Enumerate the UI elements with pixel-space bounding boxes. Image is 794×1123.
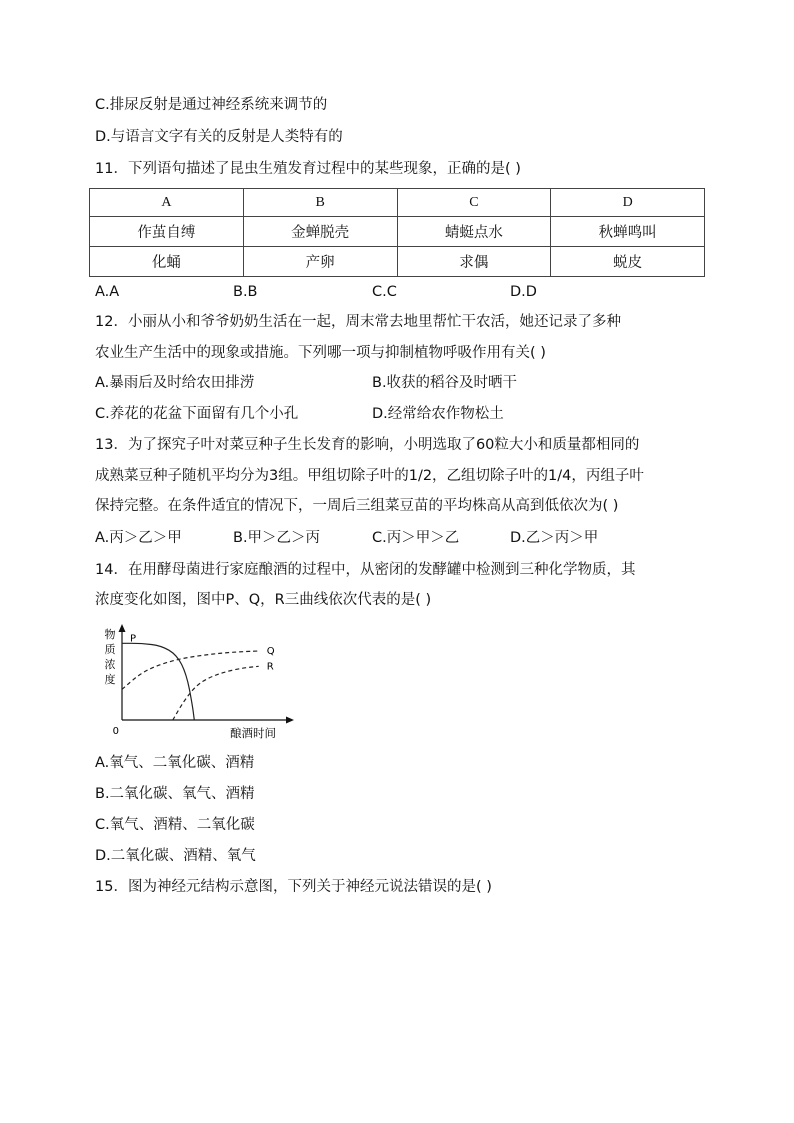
- chart-xlabel: 酿酒时间: [230, 726, 276, 740]
- q11-option-a: A.A: [95, 284, 120, 300]
- concentration-chart: [98, 622, 298, 742]
- table-cell: 金蝉脱壳: [243, 217, 397, 247]
- table-cell: 化蛹: [90, 247, 244, 277]
- table-cell: 蜻蜓点水: [397, 217, 551, 247]
- series-label-q: Q: [266, 646, 275, 657]
- option-c-prev: C.排尿反射是通过神经系统来调节的: [95, 97, 328, 113]
- question-11: 11．下列语句描述了昆虫生殖发育过程中的某些现象，正确的是( ): [95, 161, 521, 177]
- table-cell: 作茧自缚: [90, 217, 244, 247]
- question-13-line1: 13．为了探究子叶对菜豆种子生长发育的影响，小明选取了60粒大小和质量都相同的: [95, 437, 640, 453]
- table-cell: 产卵: [243, 247, 397, 277]
- series-label-r: R: [266, 661, 274, 673]
- series-line-p: [122, 643, 194, 720]
- table-header: D: [551, 189, 705, 217]
- q11-option-b: B.B: [233, 284, 258, 300]
- question-15: 15．图为神经元结构示意图，下列关于神经元说法错误的是( ): [95, 879, 492, 895]
- table-cell: 求偶: [397, 247, 551, 277]
- series-label-p: P: [130, 633, 137, 645]
- q12-option-a: A.暴雨后及时给农田排涝: [95, 375, 255, 391]
- q14-option-a: A.氧气、二氧化碳、酒精: [95, 755, 255, 771]
- q11-option-c: C.C: [372, 284, 397, 300]
- q12-option-b: B.收获的稻谷及时晒干: [372, 375, 518, 391]
- y-axis-arrow: [119, 624, 126, 632]
- question-13-line3: 保持完整。在条件适宜的情况下，一周后三组菜豆苗的平均株高从高到低依次为( ): [95, 498, 619, 514]
- q13-option-d: D.乙＞丙＞甲: [510, 530, 599, 546]
- x-axis-arrow: [286, 717, 294, 724]
- q12-option-c: C.养花的花盆下面留有几个小孔: [95, 406, 299, 422]
- option-d-prev: D.与语言文字有关的反射是人类特有的: [95, 129, 343, 145]
- q11-table: [89, 188, 705, 277]
- table-header: B: [243, 189, 397, 217]
- table-header: C: [397, 189, 551, 217]
- q14-option-d: D.二氧化碳、酒精、氧气: [95, 848, 256, 864]
- q13-option-b: B.甲＞乙＞丙: [233, 530, 321, 546]
- question-14-line1: 14．在用酵母菌进行家庭酿酒的过程中，从密闭的发酵罐中检测到三种化学物质，其: [95, 562, 636, 578]
- question-14-line2: 浓度变化如图，图中P、Q，R三曲线依次代表的是( ): [95, 592, 432, 608]
- q13-option-c: C.丙＞甲＞乙: [372, 530, 460, 546]
- q14-option-b: B.二氧化碳、氧气、酒精: [95, 786, 255, 802]
- question-13-line2: 成熟菜豆种子随机平均分为3组。甲组切除子叶的1/2，乙组切除子叶的1/4，丙组子叶: [95, 468, 644, 484]
- table-cell: 蜕皮: [551, 247, 705, 277]
- origin-label: 0: [112, 726, 119, 737]
- question-12-line1: 12．小丽从小和爷爷奶奶生活在一起，周末常去地里帮忙干农活，她还记录了多种: [95, 314, 621, 330]
- q12-option-d: D.经常给农作物松土: [372, 406, 504, 422]
- table-header: A: [90, 189, 244, 217]
- chart-ylabel: 物质浓度: [104, 628, 116, 686]
- question-12-line2: 农业生产生活中的现象或措施。下列哪一项与抑制植物呼吸作用有关( ): [95, 345, 546, 361]
- series-line-q: [122, 651, 259, 689]
- q14-option-c: C.氧气、酒精、二氧化碳: [95, 817, 255, 833]
- table-cell: 秋蝉鸣叫: [551, 217, 705, 247]
- q11-option-d: D.D: [510, 284, 537, 300]
- q13-option-a: A.丙＞乙＞甲: [95, 530, 182, 546]
